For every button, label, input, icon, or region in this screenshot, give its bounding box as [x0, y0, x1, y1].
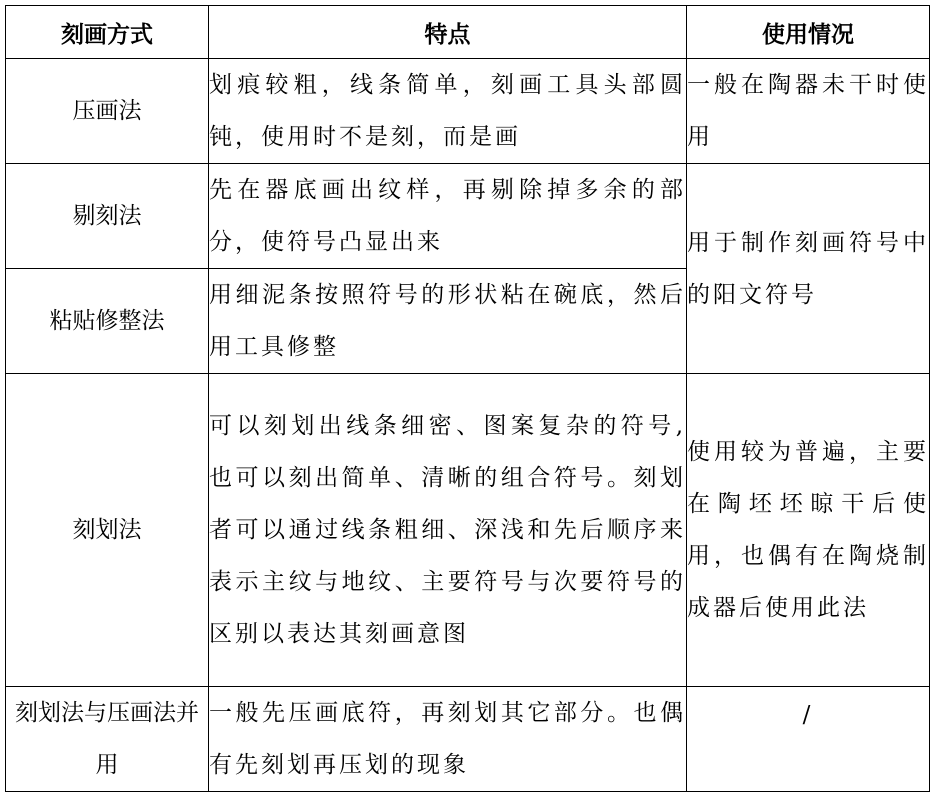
table-row	[6, 59, 930, 164]
features-cell: 先在器底画出纹样，再剔除掉多余的部分，使符号凸显出来	[209, 164, 687, 269]
features-cell: 用细泥条按照符号的形状粘在碗底，然后用工具修整	[209, 269, 687, 374]
method-cell: 压画法	[6, 59, 209, 164]
features-cell: 划痕较粗，线条简单，刻画工具头部圆钝，使用时不是刻，而是画	[209, 59, 687, 164]
features-cell: 可以刻划出线条细密、图案复杂的符号,也可以刻出简单、清晰的组合符号。刻划者可以通过线条粗细、深浅和先后顺序来表示主纹与地纹、主要符号与次要符号的区别以表达其刻画意图	[209, 374, 687, 687]
method-cell: 粘贴修整法	[6, 269, 209, 374]
header-features: 特点	[209, 6, 687, 59]
header-usage: 使用情况	[687, 6, 930, 59]
usage-cell: 用于制作刻画符号中的阳文符号	[687, 164, 930, 374]
features-cell: 一般先压画底符，再刻划其它部分。也偶有先刻划再压划的现象	[209, 687, 687, 792]
usage-cell: /	[687, 687, 930, 792]
usage-cell: 使用较为普遍，主要在陶坯坯晾干后使用，也偶有在陶烧制成器后使用此法	[687, 374, 930, 687]
carving-methods-table	[5, 5, 930, 792]
method-cell: 刻划法	[6, 374, 209, 687]
usage-cell: 一般在陶器未干时使用	[687, 59, 930, 164]
table-row	[6, 687, 930, 792]
table-row	[6, 164, 930, 269]
table-header-row	[6, 6, 930, 59]
method-cell: 刻划法与压画法并用	[6, 687, 209, 792]
method-cell: 剔刻法	[6, 164, 209, 269]
table-row	[6, 374, 930, 687]
header-method: 刻画方式	[6, 6, 209, 59]
